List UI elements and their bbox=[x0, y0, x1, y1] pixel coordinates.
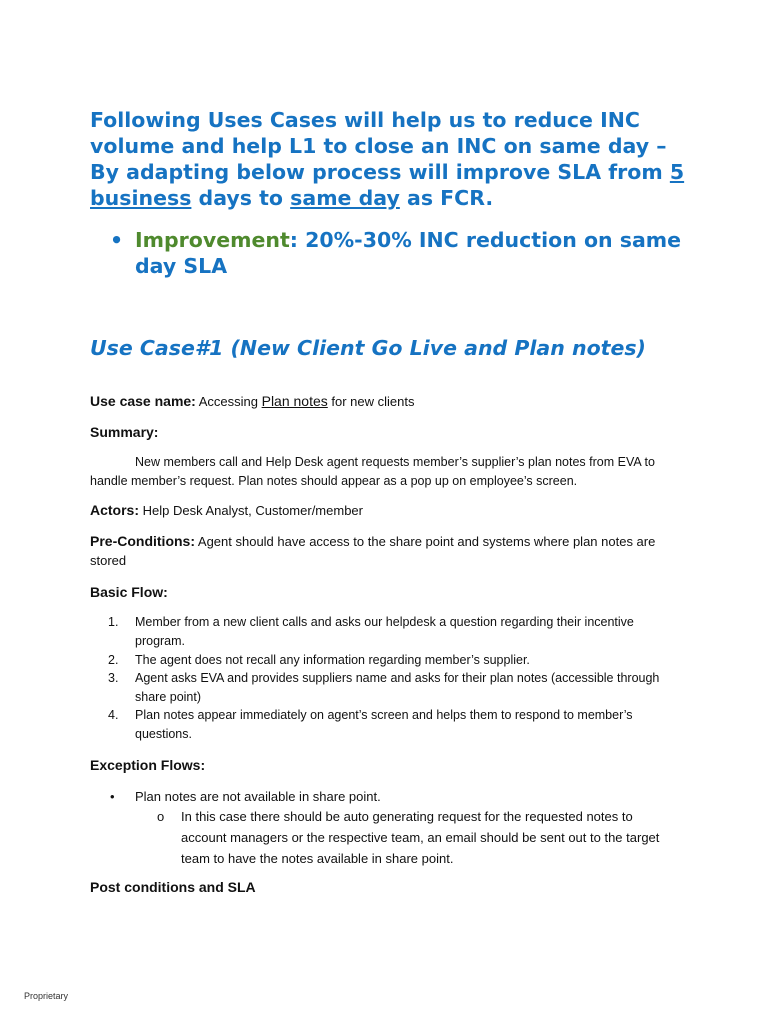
summary-text: New members call and Help Desk agent requests member’s supplier’s plan notes from EVA to handle member’s request. Plan notes should appear as a pop up on employee’s screen. bbox=[90, 455, 655, 488]
use-case-name-line bbox=[90, 392, 680, 411]
improvement-text bbox=[135, 227, 695, 279]
pre-conditions-line bbox=[90, 532, 680, 570]
actors-text: Help Desk Analyst, Customer/member bbox=[139, 503, 363, 518]
exception-flows-heading bbox=[90, 756, 680, 775]
exception-flow-sub-text: In this case there should be auto generating request for the requested notes to account managers or the respective team, an email should be sent out to the target team to have the notes available in share point. bbox=[181, 809, 660, 866]
exception-flows-label: Exception Flows: bbox=[90, 757, 206, 773]
intro-underlined-5-business: 5 business bbox=[90, 160, 685, 210]
summary-label: Summary: bbox=[90, 424, 159, 440]
actors-line bbox=[90, 501, 680, 520]
use-case-name-text-1: Accessing bbox=[195, 394, 262, 409]
bullet-icon: • bbox=[110, 228, 124, 252]
use-case-name-underlined: Plan notes bbox=[261, 393, 328, 409]
intro-underlined-same-day: same day bbox=[290, 186, 400, 210]
footer-proprietary: Proprietary bbox=[24, 991, 69, 1001]
circle-bullet-icon: o bbox=[157, 809, 165, 824]
bullet-icon: • bbox=[110, 789, 115, 804]
list-number: 3. bbox=[108, 671, 119, 685]
basic-flow-label: Basic Flow: bbox=[90, 584, 168, 600]
post-conditions-label: Post conditions and SLA bbox=[90, 879, 256, 895]
intro-paragraph bbox=[90, 107, 690, 211]
actors-label: Actors: bbox=[90, 502, 140, 518]
exception-flow-text: Plan notes are not available in share point. bbox=[135, 789, 381, 804]
pre-conditions-label: Pre-Conditions: bbox=[90, 533, 195, 549]
list-number: 1. bbox=[108, 615, 119, 629]
list-item-text: Agent asks EVA and provides suppliers name and asks for their plan notes (accessible through share point) bbox=[135, 671, 660, 704]
basic-flow-heading bbox=[90, 583, 680, 602]
summary-heading bbox=[90, 423, 680, 442]
intro-text-2: days to bbox=[191, 186, 291, 210]
use-case-title: Use Case#1 (New Client Go Live and Plan notes) bbox=[90, 336, 646, 360]
list-number: 2. bbox=[108, 653, 119, 667]
improvement-value: : 20%-30% INC reduction on same day SLA bbox=[135, 228, 682, 278]
list-item-text: Plan notes appear immediately on agent’s screen and helps them to respond to member’s questions. bbox=[135, 708, 633, 741]
list-number: 4. bbox=[108, 708, 119, 722]
use-case-name-label: Use case name: bbox=[90, 393, 196, 409]
improvement-label: Improvement bbox=[135, 228, 290, 252]
pre-conditions-text: Agent should have access to the share point and systems where plan notes are stored bbox=[90, 534, 656, 568]
intro-text-1: Following Uses Cases will help us to reduce INC volume and help L1 to close an INC on same day – By adapting below process will improve SLA from bbox=[90, 108, 670, 184]
list-item-text: The agent does not recall any information regarding member’s supplier. bbox=[135, 653, 530, 667]
list-item-text: Member from a new client calls and asks our helpdesk a question regarding their incentive program. bbox=[135, 615, 634, 648]
use-case-name-text-2: for new clients bbox=[327, 394, 415, 409]
post-conditions-heading bbox=[90, 878, 680, 897]
intro-text-3: as FCR. bbox=[399, 186, 494, 210]
